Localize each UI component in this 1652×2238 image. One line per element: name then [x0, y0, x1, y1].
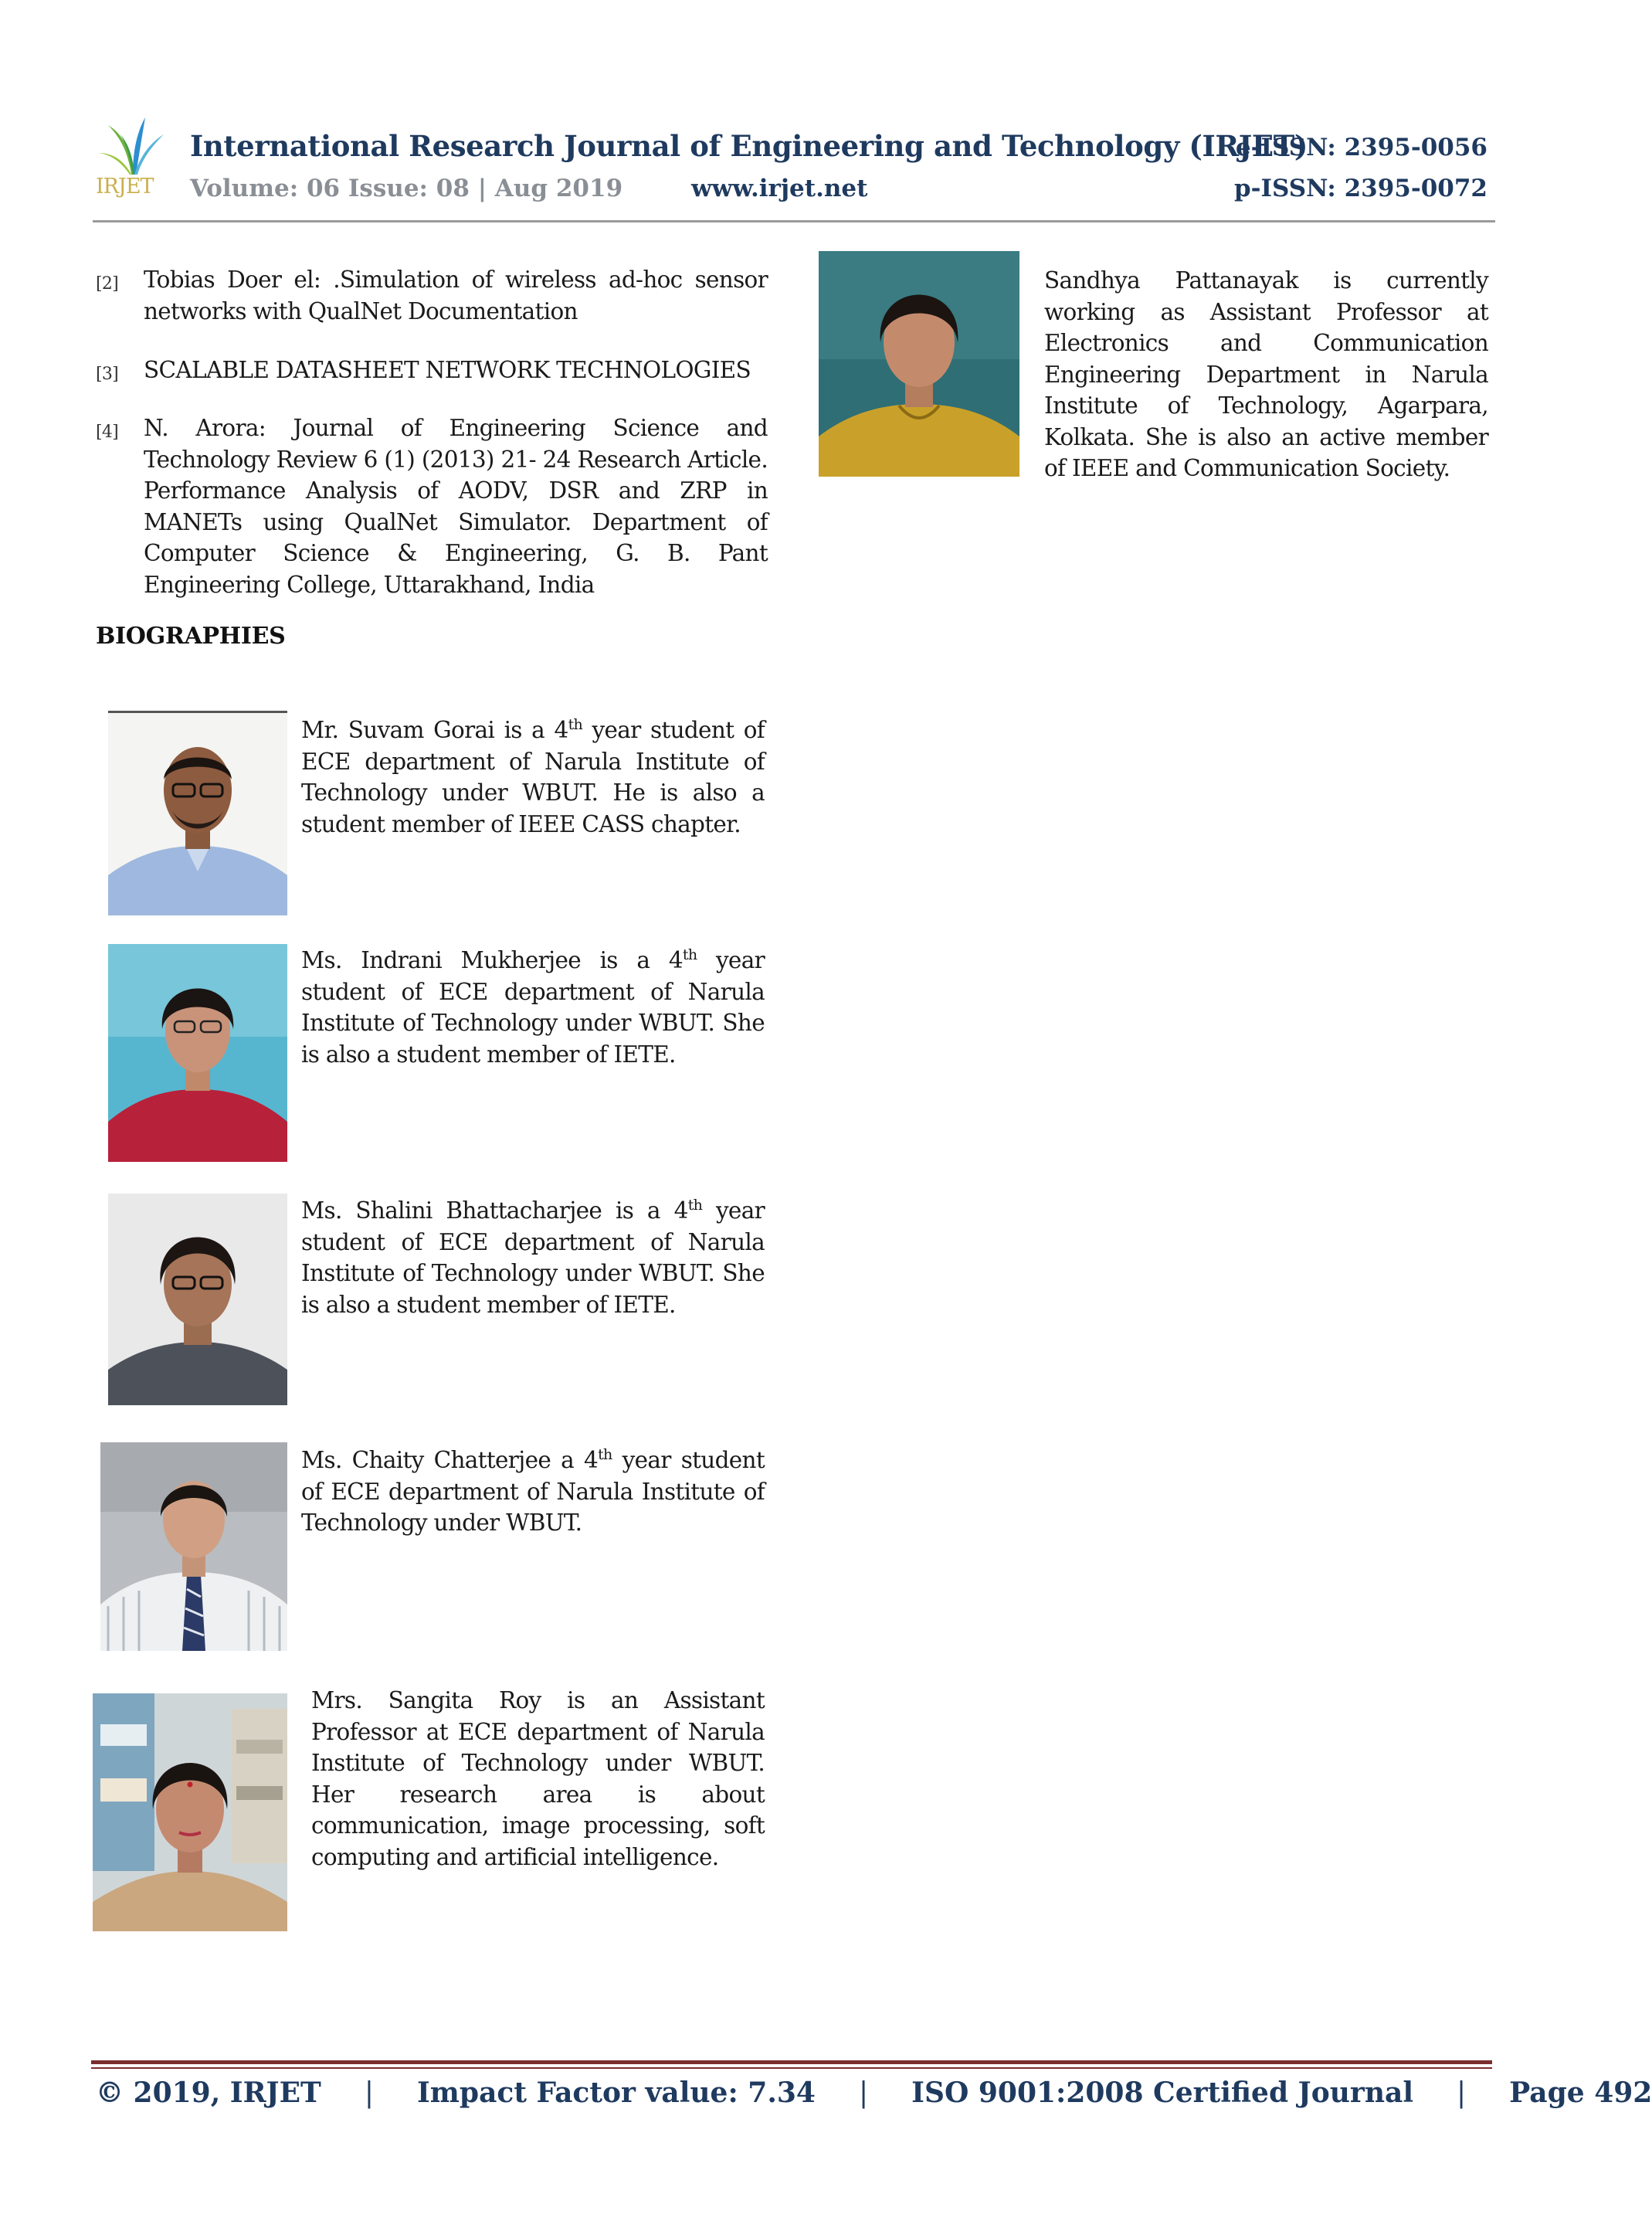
- reference-number: [2]: [96, 274, 119, 294]
- footer-iso-certification: ISO 9001:2008 Certified Journal: [911, 2077, 1414, 2109]
- journal-title: International Research Journal of Engineering and Technology (IRJET): [190, 129, 1308, 163]
- reference-number: [3]: [96, 365, 119, 384]
- page-header: [93, 108, 1495, 224]
- irjet-logo: [93, 114, 178, 207]
- header-divider: [93, 220, 1495, 222]
- website-link[interactable]: www.irjet.net: [691, 175, 868, 202]
- eissn: e-ISSN: 2395-0056: [1235, 134, 1487, 161]
- footer-separator: |: [364, 2077, 374, 2109]
- reference-text: N. Arora: Journal of Engineering Science and Technology Review 6 (1) (2013) 21- 24 Research Article. Performance Analysis of AODV, DSR and ZRP in MANETs using QualNet Simulator. Department of Computer Science & Engineering, G. B. Pant Engineering College, Uttarakhand, India: [144, 415, 768, 598]
- biography-text: Ms. Indrani Mukherjee is a 4th year student of ECE department of Narula Institute of Technology under WBUT. She is also a student member of IETE.: [301, 946, 765, 1068]
- footer-page-number: Page 492: [1509, 2077, 1652, 2109]
- portrait-photo: [819, 251, 1019, 477]
- biography-text: Mr. Suvam Gorai is a 4th year student of ECE department of Narula Institute of Technology under WBUT. He is also a student member of IEEE CASS chapter.: [301, 716, 765, 837]
- pissn: p-ISSN: 2395-0072: [1233, 175, 1487, 202]
- biography-text: Sandhya Pattanayak is currently working as Assistant Professor at Electronics and Communication Engineering Department in Narula Institute of Technology, Agarpara, Kolkata. She is also an active member of IEEE and Communication Society.: [1044, 267, 1488, 481]
- footer-impact-factor: Impact Factor value: 7.34: [416, 2077, 816, 2109]
- logo-wordmark: IRJET: [96, 175, 154, 199]
- page-footer: [96, 2077, 1652, 2109]
- reference-number: [4]: [96, 423, 119, 442]
- section-heading: BIOGRAPHIES: [96, 623, 286, 650]
- biography-text: Mrs. Sangita Roy is an Assistant Professor at ECE department of Narula Institute of Technology under WBUT. Her research area is about communication, image processing, soft computing and artificial intelligence.: [311, 1687, 765, 1870]
- portrait-photo: [108, 944, 287, 1162]
- footer-separator: |: [1457, 2077, 1467, 2109]
- portrait-photo: [108, 711, 287, 915]
- reference-item: [96, 413, 768, 600]
- biography-text: Ms. Shalini Bhattacharjee is a 4th year student of ECE department of Narula Institute of Technology under WBUT. She is also a student member of IETE.: [301, 1197, 765, 1318]
- footer-separator: |: [858, 2077, 869, 2109]
- portrait-photo: [100, 1442, 287, 1651]
- reference-text: SCALABLE DATASHEET NETWORK TECHNOLOGIES: [144, 357, 751, 383]
- reference-item: [96, 355, 768, 386]
- reference-text: Tobias Doer el: .Simulation of wireless ad-hoc sensor networks with QualNet Documentation: [144, 267, 768, 324]
- footer-copyright: © 2019, IRJET: [96, 2077, 321, 2109]
- portrait-photo: [93, 1693, 287, 1931]
- volume-issue: Volume: 06 Issue: 08 | Aug 2019: [190, 175, 623, 202]
- biography-text: Ms. Chaity Chatterjee a 4th year student of ECE department of Narula Institute of Technology under WBUT.: [301, 1446, 765, 1536]
- reference-item: [96, 264, 768, 327]
- leaf-logo-icon: [97, 114, 165, 178]
- footer-divider-thin: [91, 2067, 1492, 2069]
- portrait-photo: [108, 1194, 287, 1405]
- footer-divider: [91, 2060, 1492, 2064]
